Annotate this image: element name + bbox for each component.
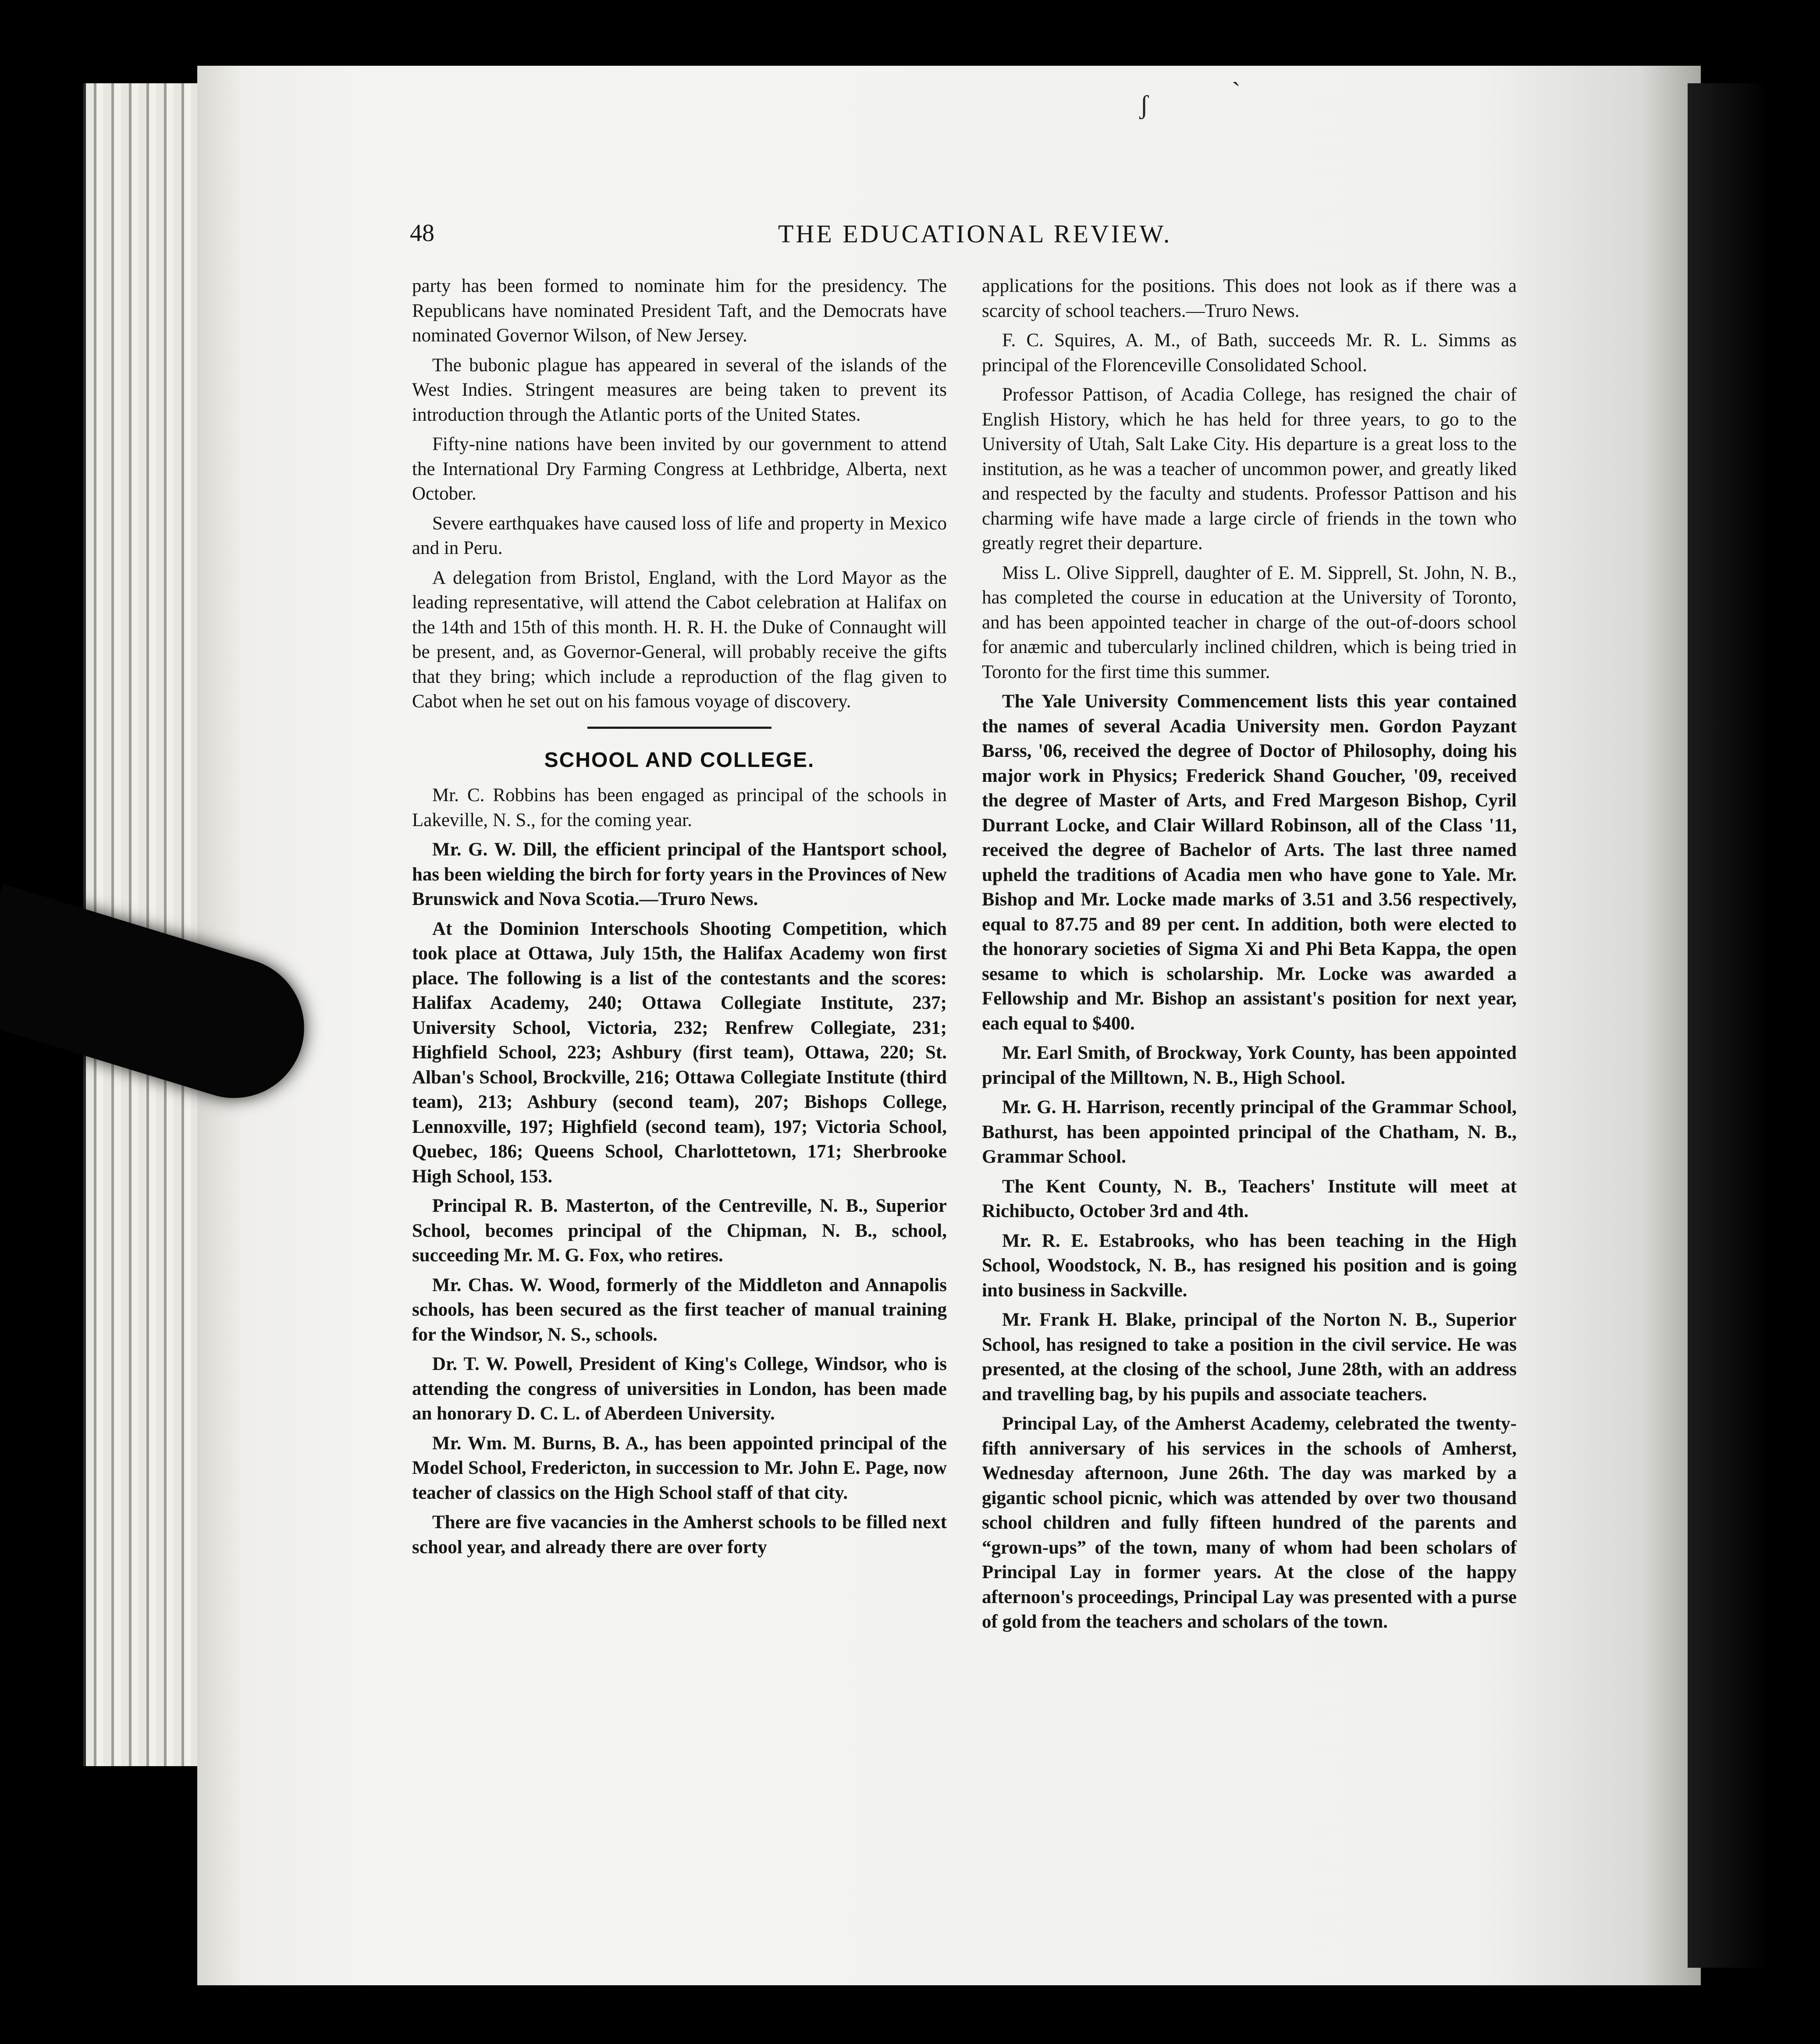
article-paragraph: Mr. Wm. M. Burns, B. A., has been appointed principal of the Model School, Fredericton, in succession to Mr. John E. Page, now teacher of classics on the High School staff of that city. — [412, 1433, 947, 1503]
section-heading: SCHOOL AND COLLEGE. — [544, 748, 815, 772]
article-paragraph: The Kent County, N. B., Teachers' Institute will meet at Richibucto, October 3rd and 4th. — [982, 1176, 1517, 1221]
article-paragraph: Mr. Frank H. Blake, principal of the Norton N. B., Superior School, has resigned to take a position in the civil service. He was presented, at the closing of the school, June 28th, with an address and travelling bag, by his pupils and associate teachers. — [982, 1309, 1517, 1405]
stray-pencil-mark: ˋ — [1232, 77, 1241, 106]
article-paragraph: At the Dominion Interschools Shooting Competition, which took place at Ottawa, July 15th, the Halifax Academy won first place. The following is a list of the contestants and the scores: Halifax Academy, 240; Ottawa Collegiate Institute, 237; University School, Victoria, 232; Renfrew Collegiate, 231; Highfield School, 223; Ashbury (first team), Ottawa, 220; St. Alban's School, Brockville, 216; Ottawa Collegiate Institute (third team), 213; Ashbury (second team), 207; Bishops College, Lennoxville, 197; Highfield (second team), 197; Victoria School, Quebec, 186; Queens School, Charlottetown, 171; Sherbrooke High School, 153. — [412, 918, 947, 1187]
article-paragraph: applications for the positions. This does not look as if there was a scarcity of school teachers.—Truro News. — [982, 276, 1517, 321]
article-paragraph: Mr. R. E. Estabrooks, who has been teaching in the High School, Woodstock, N. B., has resigned his position and is going into business in Sackville. — [982, 1230, 1517, 1301]
article-paragraph: Principal R. B. Masterton, of the Centreville, N. B., Superior School, becomes principal of the Chipman, N. B., school, succeeding Mr. M. G. Fox, who retires. — [412, 1196, 947, 1266]
article-paragraph: Dr. T. W. Powell, President of King's College, Windsor, who is attending the congress of universities in London, has been made an honorary D. C. L. of Aberdeen University. — [412, 1354, 947, 1424]
journal-title: THE EDUCATIONAL REVIEW. — [778, 220, 1172, 248]
article-paragraph: Mr. Chas. W. Wood, formerly of the Middleton and Annapolis schools, has been secured as the first teacher of manual training for the Windsor, N. S., schools. — [412, 1274, 947, 1345]
article-paragraph: Mr. Earl Smith, of Brockway, York County, has been appointed principal of the Milltown, N. B., High School. — [982, 1043, 1517, 1088]
article-paragraph: A delegation from Bristol, England, with the Lord Mayor as the leading representative, will attend the Cabot celebration at Halifax on the 14th and 15th of this month. H. R. H. the Duke of Connaught will be present, and, as Governor-General, will probably receive the gifts that they bring; which include a reproduction of the flag given to Cabot when he set out on his famous voyage of discovery. — [412, 567, 947, 712]
article-paragraph: party has been formed to nominate him for the presidency. The Republicans have nominated President Taft, and the Democrats have nominated Governor Wilson, of New Jersey. — [412, 276, 947, 346]
article-paragraph: F. C. Squires, A. M., of Bath, succeeds Mr. R. L. Simms as principal of the Florenceville Consolidated School. — [982, 330, 1517, 376]
article-paragraph: Mr. G. H. Harrison, recently principal of the Grammar School, Bathurst, has been appointed principal of the Chatham, N. B., Grammar School. — [982, 1097, 1517, 1167]
stray-pencil-mark: ʃ — [1140, 90, 1148, 119]
page-number: 48 — [410, 220, 434, 247]
running-head — [410, 206, 1484, 259]
article-paragraph: Mr. G. W. Dill, the efficient principal of the Hantsport school, has been wielding the birch for forty years in the Provinces of New Brunswick and Nova Scotia.—Truro News. — [412, 839, 947, 909]
article-paragraph: Mr. C. Robbins has been engaged as principal of the schools in Lakeville, N. S., for the coming year. — [412, 785, 947, 830]
article-paragraph: The bubonic plague has appeared in several of the islands of the West Indies. Stringent measures are being taken to prevent its introduction through the Atlantic ports of the United States. — [412, 355, 947, 425]
article-paragraph: The Yale University Commencement lists this year contained the names of several Acadia University men. Gordon Payzant Barss, '06, received the degree of Doctor of Philosophy, doing his major work in Physics; Frederick Shand Goucher, '09, received the degree of Master of Arts, and Fred Margeson Bishop, Cyril Durrant Locke, and Clair Willard Robinson, all of the Class '11, received the degree of Bachelor of Arts. The last three named upheld the traditions of Acadia men who have gone to Yale. Mr. Bishop and Mr. Locke made marks of 3.51 and 3.56 respectively, equal to 87.75 and 89 per cent. In addition, both were elected to the honorary societies of Sigma Xi and Phi Beta Kappa, the open sesame to which is scholarship. Mr. Locke was awarded a Fellowship and Mr. Bishop an assistant's position for next year, each equal to $400. — [982, 691, 1517, 1034]
section-divider — [587, 727, 771, 729]
page-gutter-shadow — [1688, 83, 1767, 1968]
left-column — [412, 274, 947, 1565]
article-paragraph: Principal Lay, of the Amherst Academy, celebrated the twenty-fifth anniversary of his services in the schools of Amherst, Wednesday afternoon, June 26th. The day was marked by a gigantic school picnic, which was attended by over two thousand school children and fully fifteen hundred of the parents and “grown-ups” of the town, many of whom had been scholars of Principal Lay in former years. At the close of the happy afternoon's proceedings, Principal Lay was presented with a purse of gold from the teachers and scholars of the town. — [982, 1413, 1517, 1632]
article-paragraph: Miss L. Olive Sipprell, daughter of E. M. Sipprell, St. John, N. B., has completed the course in education at the University of Toronto, and has been appointed teacher in charge of the out-of-doors school for anæmic and tubercularly inclined children, which is being tried in Toronto for the first time this summer. — [982, 562, 1517, 682]
article-paragraph: There are five vacancies in the Amherst schools to be filled next school year, and already there are over forty — [412, 1512, 947, 1558]
article-paragraph: Professor Pattison, of Acadia College, has resigned the chair of English History, which he has held for three years, to go to the University of Utah, Salt Lake City. His departure is a great loss to the institution, as he was a teacher of uncommon power, and greatly liked and respected by the faculty and students. Professor Pattison and his charming wife have made a large circle of friends in the town who greatly regret their departure. — [982, 384, 1517, 554]
right-column — [982, 274, 1517, 1639]
article-paragraph: Severe earthquakes have caused loss of life and property in Mexico and in Peru. — [412, 513, 947, 558]
article-paragraph: Fifty-nine nations have been invited by our government to attend the International Dry Farming Congress at Lethbridge, Alberta, next October. — [412, 434, 947, 504]
